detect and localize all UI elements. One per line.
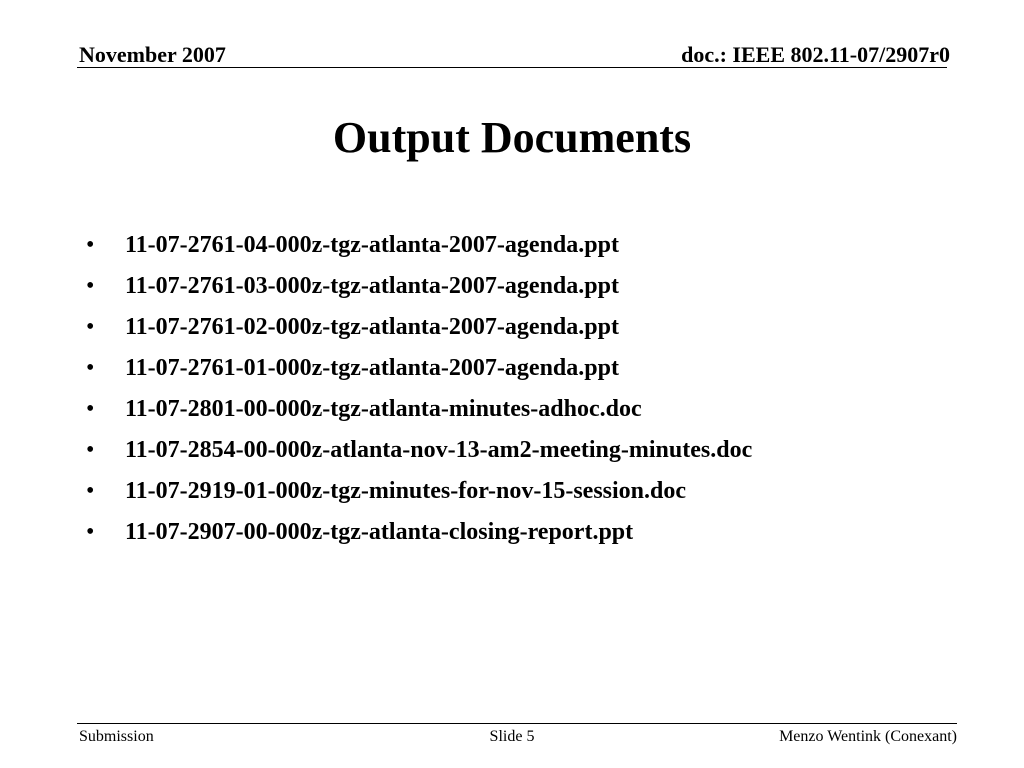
list-item (86, 352, 752, 393)
header-divider (77, 67, 947, 68)
footer-author: Menzo Wentink (Conexant) (779, 728, 957, 745)
list-item (86, 475, 752, 516)
document-filename: 11-07-2919-01-000z-tgz-minutes-for-nov-15-session.doc (125, 478, 687, 504)
bullet-icon: • (86, 232, 95, 258)
list-item (86, 393, 752, 434)
bullet-icon: • (86, 273, 95, 299)
footer-divider (77, 723, 957, 724)
document-filename: 11-07-2761-02-000z-tgz-atlanta-2007-agenda.ppt (125, 314, 619, 340)
bullet-icon: • (86, 396, 95, 422)
header-date: November 2007 (79, 42, 226, 67)
bullet-icon: • (86, 519, 95, 545)
list-item (86, 311, 752, 352)
document-filename: 11-07-2801-00-000z-tgz-atlanta-minutes-adhoc.doc (125, 396, 642, 422)
list-item (86, 270, 752, 311)
list-item (86, 229, 752, 270)
slide-title: Output Documents (332, 113, 692, 162)
document-filename: 11-07-2854-00-000z-atlanta-nov-13-am2-meeting-minutes.doc (125, 437, 753, 463)
document-filename: 11-07-2761-01-000z-tgz-atlanta-2007-agenda.ppt (125, 355, 619, 381)
bullet-icon: • (86, 437, 95, 463)
header-doc-id: doc.: IEEE 802.11-07/2907r0 (681, 42, 950, 67)
footer-submission: Submission (79, 728, 154, 745)
list-item (86, 434, 752, 475)
document-filename: 11-07-2761-03-000z-tgz-atlanta-2007-agenda.ppt (125, 273, 619, 299)
bullet-icon: • (86, 314, 95, 340)
document-filename: 11-07-2907-00-000z-tgz-atlanta-closing-report.ppt (125, 519, 634, 545)
bullet-icon: • (86, 355, 95, 381)
footer-slide-number: Slide 5 (489, 728, 535, 745)
list-item (86, 516, 752, 557)
document-list (86, 229, 752, 557)
bullet-icon: • (86, 478, 95, 504)
document-filename: 11-07-2761-04-000z-tgz-atlanta-2007-agenda.ppt (125, 232, 619, 258)
